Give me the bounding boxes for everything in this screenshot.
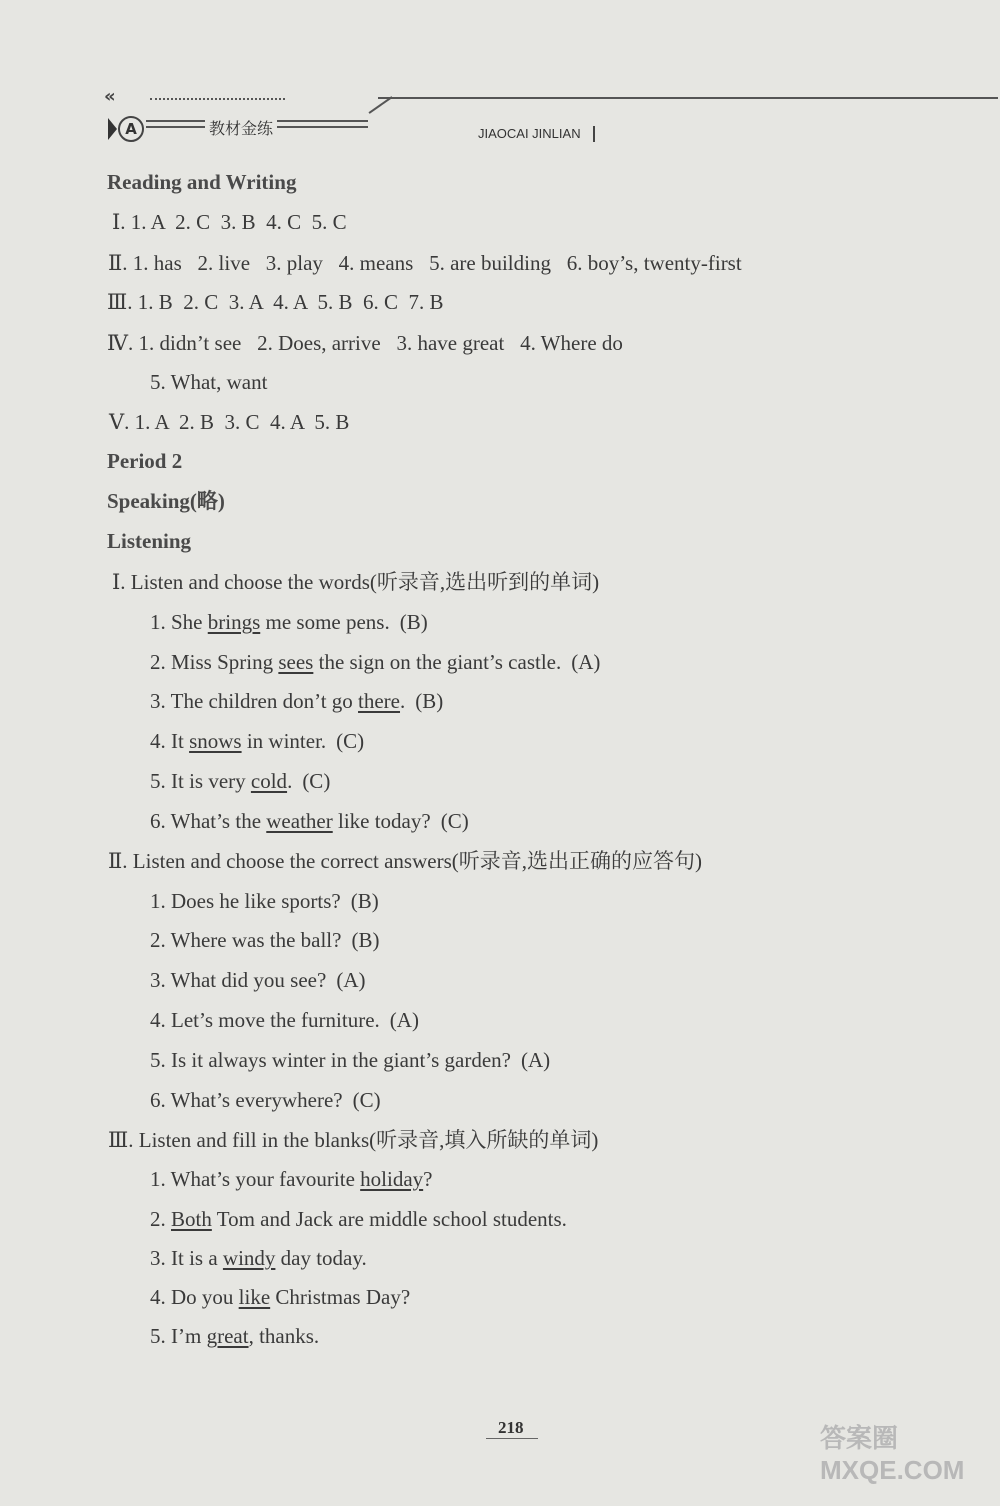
item-text: the sign on the giant’s castle. [313,650,562,674]
header-emblem-icon: A [118,116,144,142]
part-number: Ⅱ. [108,849,128,873]
underlined-word: snows [189,729,242,753]
item-answer: (A) [521,1048,551,1072]
item-answer: (C) [352,1088,381,1112]
item-number: 3. [150,689,166,713]
item-number: 2. [150,928,166,952]
item-number: 2. [150,1207,166,1231]
item-text: Tom and Jack are middle school students. [211,1207,567,1231]
item-text: ? [423,1167,433,1191]
part-number: Ⅰ. [112,210,126,234]
answer-text: 1. A 2. C 3. B 4. C 5. C [130,210,347,234]
item-text: . [287,769,293,793]
item-number: 1. [150,610,166,634]
list-item [150,609,428,635]
item-text: It is a [171,1246,223,1270]
list-item [150,728,364,754]
rw-part-5 [109,409,349,435]
underlined-word: cold [250,769,288,793]
rw-part-4 [107,330,623,356]
item-text: Does he like sports? [171,889,341,913]
part-number: Ⅰ. [112,570,126,594]
list-item [150,1323,319,1349]
list-item [150,1007,419,1033]
item-text: day today. [275,1246,367,1270]
item-text: I’m [171,1324,207,1348]
item-text: like today? [332,809,431,833]
item-answer: (A) [389,1008,419,1032]
list-item [150,1206,567,1232]
rw-part-4-continued: 5. What, want [150,370,268,394]
header-book-title: 教材金练 [205,116,277,139]
list-item [150,1245,367,1271]
part-number: Ⅳ. [107,331,134,355]
item-text: She [171,610,208,634]
underlined-word: weather [266,809,333,833]
item-text: It is very [171,769,251,793]
underlined-word: like [238,1285,271,1309]
item-text: Christmas Day? [270,1285,411,1309]
item-number: 1. [150,1167,166,1191]
header-bar [593,126,595,142]
item-number: 5. [150,1324,166,1348]
item-number: 3. [150,968,166,992]
page-number: 218 [498,1418,524,1437]
header-arrows: « [104,86,114,107]
item-number: 5. [150,769,166,793]
item-number: 6. [150,1088,166,1112]
page-number-ornament [486,1438,538,1439]
underlined-word: there [358,689,401,713]
rw-part-3 [107,289,444,315]
item-text: me some pens. [260,610,390,634]
item-text: Let’s move the furniture. [171,1008,380,1032]
underlined-word: Both [171,1207,212,1231]
answer-text: 1. has 2. live 3. play 4. means 5. are building 6. boy’s, twenty-first [132,251,742,275]
item-number: 5. [150,1048,166,1072]
list-item [150,927,379,953]
item-text: What’s your favourite [170,1167,361,1191]
underlined-word: brings [207,610,261,634]
listening-heading: Listening [107,529,192,553]
item-answer: (A) [571,650,601,674]
part-number: Ⅱ. [108,251,128,275]
item-answer: (C) [336,729,365,753]
item-answer: (A) [336,968,366,992]
item-text: The children don’t go [170,689,359,713]
part-number: Ⅲ. [107,290,133,314]
answer-text: 1. didn’t see 2. Does, arrive 3. have great 4. Where do [138,331,623,355]
list-item [150,1284,410,1310]
item-text: It [171,729,190,753]
list-item [150,688,443,714]
item-number: 6. [150,809,166,833]
header-rule [378,97,998,99]
item-number: 2. [150,650,166,674]
item-answer: (C) [302,769,331,793]
watermark: 答案圈 MXQE.COM [820,1423,965,1485]
part-instruction: Listen and choose the words(听录音,选出听到的单词) [130,570,600,594]
item-number: 4. [150,1008,166,1032]
underlined-word: great [206,1324,249,1348]
part-number: Ⅲ. [108,1128,134,1152]
item-number: 4. [150,1285,166,1309]
list-item [150,1087,381,1113]
item-text: What’s everywhere? [170,1088,343,1112]
answer-text: 1. B 2. C 3. A 4. A 5. B 6. C 7. B [137,290,444,314]
period-heading: Period 2 [107,449,183,473]
list-item [150,808,469,834]
list-item [150,1047,550,1073]
list-item [150,888,379,914]
item-text: , thanks. [248,1324,320,1348]
list-item [150,649,600,675]
item-text: in winter. [241,729,327,753]
item-answer: (B) [415,689,444,713]
underlined-word: holiday [360,1167,424,1191]
speaking-heading: Speaking(略) [107,489,225,513]
item-text: . [400,689,406,713]
header-pinyin: JIAOCAI JINLIAN [478,126,581,141]
item-answer: (B) [399,610,428,634]
underlined-word: windy [222,1246,276,1270]
answer-text: 1. A 2. B 3. C 4. A 5. B [134,410,350,434]
listening-part-2-title [108,848,702,874]
list-item [150,768,330,794]
listening-part-1-title [112,569,599,595]
part-instruction: Listen and fill in the blanks(听录音,填入所缺的单词) [138,1128,599,1152]
item-text: Where was the ball? [170,928,342,952]
list-item [150,967,365,993]
listening-part-3-title [108,1127,598,1153]
underlined-word: sees [278,650,314,674]
header-triangle-icon [108,118,117,140]
item-text: Miss Spring [171,650,279,674]
rw-part-2 [108,250,742,276]
item-text: What did you see? [170,968,327,992]
item-answer: (B) [350,889,379,913]
item-text: Do you [171,1285,239,1309]
part-number: Ⅴ. [109,410,130,434]
item-number: 4. [150,729,166,753]
rw-part-1 [112,209,347,235]
section-heading-reading-writing: Reading and Writing [107,170,297,194]
item-number: 1. [150,889,166,913]
part-instruction: Listen and choose the correct answers(听录音,选出正确的应答句) [132,849,702,873]
item-number: 3. [150,1246,166,1270]
list-item [150,1166,432,1192]
header-dotted-line [150,98,285,100]
item-answer: (B) [351,928,380,952]
item-answer: (C) [440,809,469,833]
item-text: Is it always winter in the giant’s garden? [171,1048,511,1072]
item-text: What’s the [170,809,267,833]
